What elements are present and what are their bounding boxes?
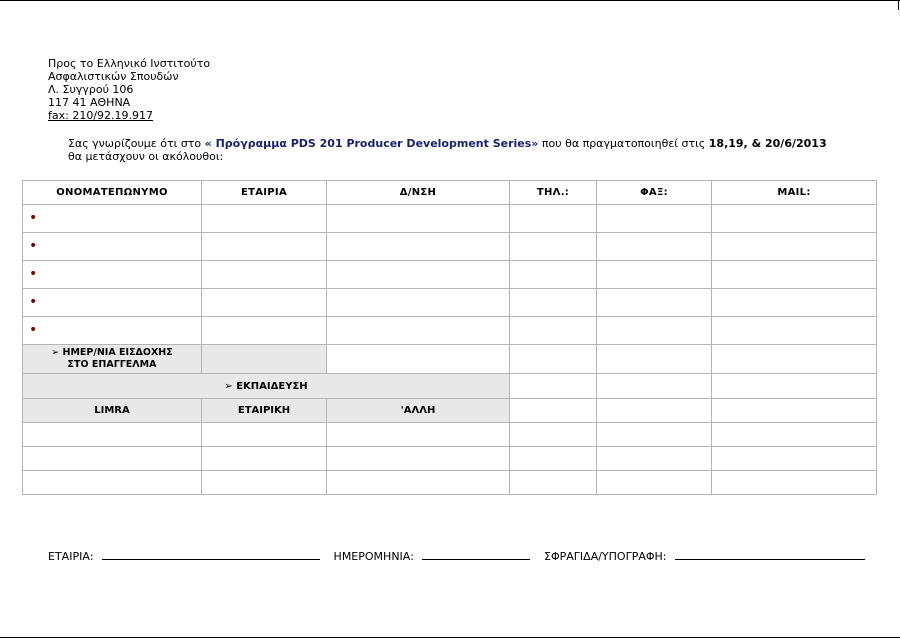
training-type-header-row xyxy=(23,399,877,423)
training-type-cell[interactable] xyxy=(712,399,877,423)
table-cell[interactable] xyxy=(327,447,510,471)
address-cell[interactable] xyxy=(327,205,510,233)
table-cell[interactable] xyxy=(327,471,510,495)
intro-text xyxy=(68,137,868,163)
address-cell[interactable] xyxy=(327,233,510,261)
entry-date-cell[interactable] xyxy=(712,345,877,374)
bullet-icon: • xyxy=(29,321,38,338)
phone-cell[interactable] xyxy=(510,317,597,345)
header-fullname: ΟΝΟΜΑΤΕΠΩΝΥΜΟ xyxy=(23,181,202,205)
training-type-cell[interactable] xyxy=(510,399,597,423)
registration-table xyxy=(22,180,877,495)
footer-date-label: ΗΜΕΡΟΜΗΝΙΑ: xyxy=(333,550,415,563)
training-other-header: 'ΑΛΛΗ xyxy=(327,399,510,423)
address-line-4: 117 41 ΑΘΗΝΑ xyxy=(48,96,131,109)
table-cell[interactable] xyxy=(202,471,327,495)
table-cell[interactable] xyxy=(510,471,597,495)
company-signature-line[interactable] xyxy=(102,549,320,560)
fax-number: fax: 210/92.19.917 xyxy=(48,109,154,122)
stamp-signature-line[interactable] xyxy=(675,549,865,560)
fax-cell[interactable] xyxy=(597,233,712,261)
table-cell[interactable] xyxy=(23,471,202,495)
training-label: ➢ ΕΚΠΑΙΔΕΥΣΗ xyxy=(23,374,510,399)
training-cell[interactable] xyxy=(510,374,597,399)
header-address: Δ/ΝΣΗ xyxy=(327,181,510,205)
fullname-cell[interactable] xyxy=(23,317,202,345)
fax-cell[interactable] xyxy=(597,205,712,233)
page-top-border xyxy=(0,0,900,1)
table-row xyxy=(23,233,877,261)
mail-cell[interactable] xyxy=(712,317,877,345)
table-cell[interactable] xyxy=(327,423,510,447)
header-phone: ΤΗΛ.: xyxy=(510,181,597,205)
table-cell[interactable] xyxy=(23,447,202,471)
entry-date-cell[interactable] xyxy=(510,345,597,374)
intro-prefix: Σας γνωρίζουμε ότι στο xyxy=(68,137,202,150)
page-bottom-border xyxy=(0,637,900,638)
fullname-cell[interactable] xyxy=(23,289,202,317)
footer-stamp-label: ΣΦΡΑΓΙΔΑ/ΥΠΟΓΡΑΦΗ: xyxy=(544,550,667,563)
table-row xyxy=(23,289,877,317)
table-cell[interactable] xyxy=(712,423,877,447)
fax-cell[interactable] xyxy=(597,317,712,345)
address-cell[interactable] xyxy=(327,261,510,289)
table-cell[interactable] xyxy=(597,423,712,447)
header-mail: MAIL: xyxy=(712,181,877,205)
table-cell[interactable] xyxy=(712,447,877,471)
table-cell[interactable] xyxy=(202,447,327,471)
company-cell[interactable] xyxy=(202,233,327,261)
address-line-1: Προς το Ελληνικό Ινστιτούτο xyxy=(48,57,211,70)
fax-cell[interactable] xyxy=(597,261,712,289)
table-row xyxy=(23,317,877,345)
fullname-cell[interactable] xyxy=(23,205,202,233)
training-type-cell[interactable] xyxy=(597,399,712,423)
entry-date-cell[interactable] xyxy=(597,345,712,374)
address-cell[interactable] xyxy=(327,289,510,317)
table-row xyxy=(23,205,877,233)
bullet-icon: • xyxy=(29,237,38,254)
table-cell[interactable] xyxy=(202,423,327,447)
mail-cell[interactable] xyxy=(712,205,877,233)
entry-date-label xyxy=(23,345,202,374)
recipient-address xyxy=(48,57,210,122)
training-company-header: ΕΤΑΙΡΙΚΗ xyxy=(202,399,327,423)
intro-line-1 xyxy=(68,137,868,150)
table-cell[interactable] xyxy=(510,447,597,471)
table-cell[interactable] xyxy=(23,423,202,447)
company-cell[interactable] xyxy=(202,317,327,345)
address-line-2: Ασφαλιστικών Σπουδών xyxy=(48,70,179,83)
fax-cell[interactable] xyxy=(597,289,712,317)
page-corner-mark xyxy=(898,0,899,10)
table-header-row xyxy=(23,181,877,205)
bullet-icon: • xyxy=(29,293,38,310)
phone-cell[interactable] xyxy=(510,205,597,233)
training-limra-header: LIMRA xyxy=(23,399,202,423)
signature-footer xyxy=(48,549,865,563)
table-row xyxy=(23,471,877,495)
fullname-cell[interactable] xyxy=(23,261,202,289)
bullet-icon: • xyxy=(29,209,38,226)
training-cell[interactable] xyxy=(597,374,712,399)
bullet-icon: • xyxy=(29,265,38,282)
intro-middle: που θα πραγματοποιηθεί στις xyxy=(541,137,706,150)
program-dates: 18,19, & 20/6/2013 xyxy=(708,137,827,150)
program-name: « Πρόγραμμα PDS 201 Producer Development Series» xyxy=(204,137,539,150)
footer-company-label: ΕΤΑΙΡΙΑ: xyxy=(48,550,94,563)
table-cell[interactable] xyxy=(597,471,712,495)
address-line-3: Λ. Συγγρού 106 xyxy=(48,83,134,96)
table-row xyxy=(23,447,877,471)
training-cell[interactable] xyxy=(712,374,877,399)
company-cell[interactable] xyxy=(202,261,327,289)
company-cell[interactable] xyxy=(202,289,327,317)
entry-date-label-line-2: ΣΤΟ ΕΠΑΓΓΕΛΜΑ xyxy=(67,359,157,370)
mail-cell[interactable] xyxy=(712,289,877,317)
entry-date-row xyxy=(23,345,877,374)
table-cell[interactable] xyxy=(510,423,597,447)
date-signature-line[interactable] xyxy=(422,549,530,560)
entry-date-cell[interactable] xyxy=(327,345,510,374)
phone-cell[interactable] xyxy=(510,233,597,261)
entry-date-label-line-1: ➢ ΗΜΕΡ/ΝΙΑ ΕΙΣΔΟΧΗΣ xyxy=(51,347,173,358)
header-fax: ΦΑΞ: xyxy=(597,181,712,205)
phone-cell[interactable] xyxy=(510,261,597,289)
phone-cell[interactable] xyxy=(510,289,597,317)
mail-cell[interactable] xyxy=(712,233,877,261)
table-row xyxy=(23,261,877,289)
training-row xyxy=(23,374,877,399)
company-cell[interactable] xyxy=(202,205,327,233)
table-cell[interactable] xyxy=(712,471,877,495)
table-cell[interactable] xyxy=(597,447,712,471)
entry-date-value-cell[interactable] xyxy=(202,345,327,374)
fullname-cell[interactable] xyxy=(23,233,202,261)
intro-line-2: θα μετάσχουν οι ακόλουθοι: xyxy=(68,150,224,163)
address-cell[interactable] xyxy=(327,317,510,345)
mail-cell[interactable] xyxy=(712,261,877,289)
table-row xyxy=(23,423,877,447)
header-company: ΕΤΑΙΡΙΑ xyxy=(202,181,327,205)
